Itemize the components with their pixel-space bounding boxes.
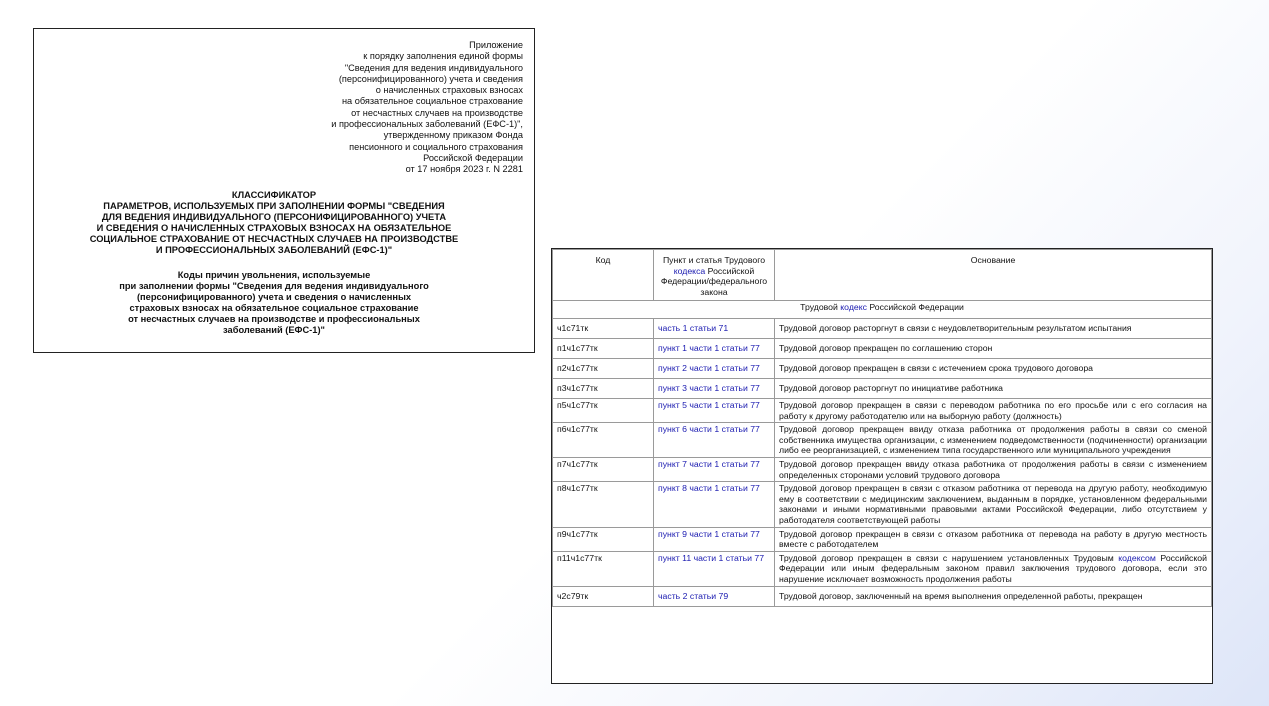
subtitle-line: заболеваний (ЕФС-1)" [223, 325, 325, 336]
row-basis: Трудовой договор, заключенный на время выполнения определенной работы, прекращен [775, 586, 1212, 606]
appendix-line: от 17 ноября 2023 г. N 2281 [405, 164, 523, 175]
section-row [553, 301, 1212, 319]
appendix-line: и профессиональных заболеваний (ЕФС-1)", [331, 119, 523, 130]
title-line: ДЛЯ ВЕДЕНИЯ ИНДИВИДУАЛЬНОГО (ПЕРСОНИФИЦИРОВАННОГО) УЧЕТА [101, 212, 447, 223]
classifier-title [44, 190, 504, 257]
table-row [553, 551, 1212, 586]
row-article-link[interactable]: часть 2 статьи 79 [654, 586, 775, 606]
title-line: ПАРАМЕТРОВ, ИСПОЛЬЗУЕМЫХ ПРИ ЗАПОЛНЕНИИ ФОРМЫ "СВЕДЕНИЯ [103, 201, 445, 212]
table-row [553, 457, 1212, 481]
row-code: п9ч1с77тк [553, 527, 654, 551]
section-text-tail: Российской Федерации [869, 302, 964, 312]
row-article-link[interactable]: пункт 2 части 1 статьи 77 [654, 359, 775, 379]
header-code: Код [553, 250, 654, 301]
section-kodeks-link[interactable]: кодекс [840, 302, 867, 312]
header-basis: Основание [775, 250, 1212, 301]
row-basis: Трудовой договор прекращен ввиду отказа работника от продолжения работы в связи с изменением определенных сторонами условий трудового договора [775, 457, 1212, 481]
subtitle-line: (персонифицированного) учета и сведения о начисленных [136, 292, 412, 303]
row-article-link[interactable]: пункт 11 части 1 статьи 77 [654, 551, 775, 586]
row-code: п2ч1с77тк [553, 359, 654, 379]
table-row [553, 527, 1212, 551]
row-article-link[interactable]: пункт 3 части 1 статьи 77 [654, 379, 775, 399]
table-header-row [553, 250, 1212, 301]
row-code: п6ч1с77тк [553, 423, 654, 458]
appendix-line: к порядку заполнения единой формы [363, 51, 523, 62]
row-article-link[interactable]: пункт 1 части 1 статьи 77 [654, 339, 775, 359]
row-basis-text: Трудовой договор прекращен в связи с нарушением установленных Трудовым [779, 552, 1114, 563]
section-text: Трудовой [800, 302, 838, 312]
title-line: СОЦИАЛЬНОЕ СТРАХОВАНИЕ ОТ НЕСЧАСТНЫХ СЛУЧАЕВ НА ПРОИЗВОДСТВЕ [89, 234, 459, 245]
appendix-line: от несчастных случаев на производстве [351, 107, 523, 118]
row-article-link[interactable]: пункт 9 части 1 статьи 77 [654, 527, 775, 551]
header-article-text: Пункт и статья Трудового [662, 255, 766, 265]
appendix-line: Приложение [469, 40, 523, 50]
appendix-line: пенсионного и социального страхования [349, 141, 523, 152]
row-code: п7ч1с77тк [553, 457, 654, 481]
table-row [553, 423, 1212, 458]
appendix-line: "Сведения для ведения индивидуального [344, 62, 523, 73]
kodeks-link[interactable]: кодекса [673, 265, 706, 276]
appendix-line: (персонифицированного) учета и сведения [338, 73, 523, 84]
row-article-link[interactable]: часть 1 статьи 71 [654, 319, 775, 339]
title-line: И ПРОФЕССИОНАЛЬНЫХ ЗАБОЛЕВАНИЙ (ЕФС-1)" [155, 245, 393, 256]
table-row [553, 319, 1212, 339]
table-row [553, 482, 1212, 527]
subtitle-line: от несчастных случаев на производстве и профессиональных [128, 314, 420, 325]
row-code: п5ч1с77тк [553, 399, 654, 423]
row-code: п3ч1с77тк [553, 379, 654, 399]
row-basis-text-tail: Российской Федерации или иным федеральным законом правил заключения трудового договора, если это нарушение исключает возможность продолжения работы [779, 552, 1207, 584]
kodeks-link[interactable]: кодексом [1118, 552, 1156, 563]
subtitle-line: страховых взносах на обязательное социальное страхование [129, 303, 419, 314]
appendix-line: Российской Федерации [423, 152, 523, 163]
row-code: ч1с71тк [553, 319, 654, 339]
subtitle-line: Коды причин увольнения, используемые [177, 270, 371, 280]
row-article-link[interactable]: пункт 6 части 1 статьи 77 [654, 423, 775, 458]
appendix-line: о начисленных страховых взносах [375, 85, 523, 96]
row-article-link[interactable]: пункт 5 части 1 статьи 77 [654, 399, 775, 423]
header-article-text-tail: Российской Федерации/федерального закона [660, 265, 768, 297]
dismissal-codes-subtitle [44, 270, 504, 337]
header-article [654, 250, 775, 301]
row-basis: Трудовой договор расторгнут по инициативе работника [775, 379, 1212, 399]
table-row [553, 399, 1212, 423]
row-basis: Трудовой договор прекращен в связи с отказом работника от перевода на работу в другую местность вместе с работодателем [775, 527, 1212, 551]
subtitle-line: при заполнении формы "Сведения для ведения индивидуального [119, 281, 429, 292]
row-code: ч2с79тк [553, 586, 654, 606]
title-line: И СВЕДЕНИЯ О НАЧИСЛЕННЫХ СТРАХОВЫХ ВЗНОСАХ НА ОБЯЗАТЕЛЬНОЕ [96, 223, 452, 234]
appendix-header [223, 40, 523, 176]
appendix-line: на обязательное социальное страхование [341, 96, 523, 107]
row-code: п8ч1с77тк [553, 482, 654, 527]
row-basis [775, 551, 1212, 586]
section-title [553, 301, 1212, 319]
row-basis: Трудовой договор прекращен ввиду отказа работника от продолжения работы в связи со сменой собственника имущества организации, с изменением подведомственности (подчиненности) организации либо ее реорганизацией, с изменением типа государственного или муниципального учреждения [775, 423, 1212, 458]
row-code: п1ч1с77тк [553, 339, 654, 359]
row-article-link[interactable]: пункт 8 части 1 статьи 77 [654, 482, 775, 527]
appendix-line: утвержденному приказом Фонда [383, 130, 523, 141]
dismissal-codes-table-page [551, 248, 1213, 684]
row-basis: Трудовой договор прекращен в связи с истечением срока трудового договора [775, 359, 1212, 379]
table-row [553, 339, 1212, 359]
table-row [553, 586, 1212, 606]
appendix-document-page [33, 28, 535, 353]
row-basis: Трудовой договор прекращен в связи с отказом работника от перевода на другую работу, необходимую ему в соответствии с медицинским заключением, выданным в порядке, установленном федеральными законами и иными нормативными правовыми актами Российской Федерации, либо отсутствием у работодателя соответствующей работы [775, 482, 1212, 527]
table-row [553, 359, 1212, 379]
row-basis: Трудовой договор прекращен в связи с переводом работника по его просьбе или с его согласия на работу к другому работодателю или на выборную работу (должность) [775, 399, 1212, 423]
row-basis: Трудовой договор расторгнут в связи с неудовлетворительным результатом испытания [775, 319, 1212, 339]
title-line: КЛАССИФИКАТОР [231, 190, 317, 200]
row-basis: Трудовой договор прекращен по соглашению сторон [775, 339, 1212, 359]
row-code: п11ч1с77тк [553, 551, 654, 586]
dismissal-codes-table [552, 249, 1212, 607]
table-row [553, 379, 1212, 399]
row-article-link[interactable]: пункт 7 части 1 статьи 77 [654, 457, 775, 481]
